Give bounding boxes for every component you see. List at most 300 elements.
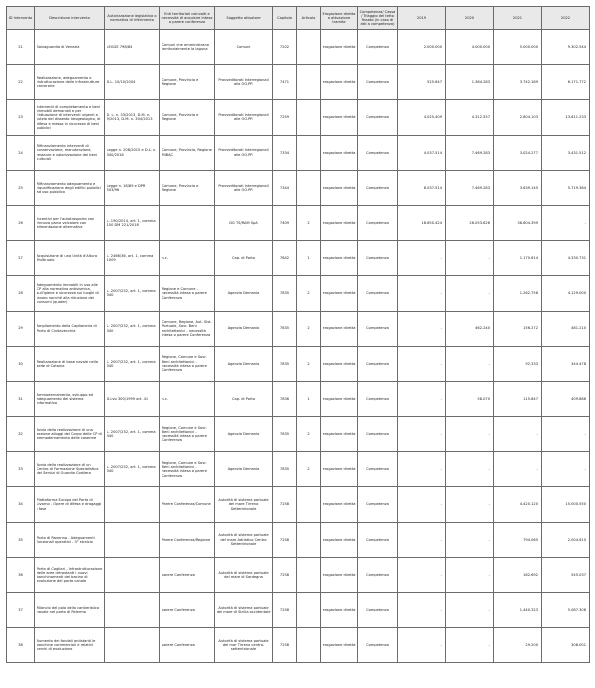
cell-soggetto-text: DG TS/RAM SpA bbox=[229, 220, 258, 225]
cell-articolo bbox=[297, 241, 321, 276]
cell-competenza-text: Competenza bbox=[366, 396, 389, 401]
cell-2021 bbox=[494, 135, 542, 170]
cell-competenza bbox=[358, 346, 398, 381]
cell-id bbox=[7, 593, 35, 628]
cell-enti-text: Comuni che amministrano territorialmente la laguna bbox=[161, 42, 209, 52]
cell-2021 bbox=[494, 628, 542, 663]
cell-competenza-text: Competenza bbox=[366, 537, 389, 542]
cell-competenza bbox=[358, 557, 398, 592]
cell-autorizzazione bbox=[105, 100, 160, 135]
cell-erogazione-text: erogazione diretta bbox=[322, 80, 356, 85]
cell-erogazione-text: erogazione diretta bbox=[322, 44, 356, 49]
cell-erogazione bbox=[321, 628, 358, 663]
cell-competenza-text: Competenza bbox=[366, 361, 389, 366]
cell-id bbox=[7, 452, 35, 487]
cell-2022 bbox=[542, 170, 590, 205]
cell-2019 bbox=[398, 30, 446, 65]
cell-descrizione bbox=[35, 487, 105, 522]
cell-2020-text: 1.364.283 bbox=[471, 80, 490, 85]
cell-capitolo bbox=[273, 65, 297, 100]
cell-capitolo bbox=[273, 452, 297, 487]
cell-descrizione bbox=[35, 417, 105, 452]
cell-erogazione bbox=[321, 593, 358, 628]
cell-2021-text: - bbox=[536, 467, 538, 472]
cell-2020 bbox=[446, 593, 494, 628]
cell-capitolo-text: 7258 bbox=[279, 643, 290, 648]
header-autorizzazione: Autorizzazione legislativa o normativa di riferimento bbox=[105, 7, 160, 30]
cell-competenza-text: Competenza bbox=[366, 185, 389, 190]
cell-competenza-text: Competenza bbox=[366, 432, 389, 437]
cell-id bbox=[7, 170, 35, 205]
cell-2020-text: - bbox=[488, 537, 490, 542]
cell-2021-text: - bbox=[536, 432, 538, 437]
cell-id-text: 31 bbox=[18, 396, 23, 401]
cell-id-text: 34 bbox=[18, 502, 23, 507]
cell-2019-text: 4.025.409 bbox=[423, 115, 442, 120]
cell-capitolo bbox=[273, 170, 297, 205]
cell-2020-text: - bbox=[488, 502, 490, 507]
cell-descrizione-text: Interventi di completamento e beni immobili demaniali e per l'attuazione di interventi urgenti a tutela del dissesto idrogeologico, di difesa e messa in sicurezza di beni pubblici bbox=[36, 104, 101, 130]
cell-descrizione bbox=[35, 205, 105, 240]
cell-capitolo bbox=[273, 628, 297, 663]
cell-erogazione-text: erogazione diretta bbox=[322, 185, 356, 190]
cell-autorizzazione bbox=[105, 135, 160, 170]
cell-2019 bbox=[398, 276, 446, 311]
cell-articolo bbox=[297, 381, 321, 416]
cell-capitolo-text: 7344 bbox=[279, 185, 290, 190]
cell-2020 bbox=[446, 241, 494, 276]
cell-2021 bbox=[494, 452, 542, 487]
cell-2020-text: 7.469.283 bbox=[471, 150, 490, 155]
header-2019: 2019 bbox=[398, 7, 446, 30]
cell-capitolo-text: 7835 bbox=[279, 432, 290, 437]
cell-2020 bbox=[446, 452, 494, 487]
cell-autorizzazione bbox=[105, 628, 160, 663]
cell-2021 bbox=[494, 522, 542, 557]
cell-articolo bbox=[297, 100, 321, 135]
table-row bbox=[7, 593, 590, 628]
cell-2022 bbox=[542, 135, 590, 170]
cell-2021-text: 156.272 bbox=[523, 326, 538, 331]
header-erogazione: Erogazione diretta o attuazione tramite bbox=[321, 7, 358, 30]
cell-articolo bbox=[297, 452, 321, 487]
cell-2019 bbox=[398, 205, 446, 240]
cell-2020-text: - bbox=[488, 572, 490, 577]
cell-2019-text: 525.647 bbox=[427, 80, 442, 85]
cell-descrizione bbox=[35, 593, 105, 628]
cell-2020 bbox=[446, 65, 494, 100]
table-header-row bbox=[7, 7, 590, 30]
cell-articolo bbox=[297, 311, 321, 346]
cell-descrizione-text: Ampliamento della Capitaneria di Porto di Civitavecchia bbox=[36, 324, 97, 333]
cell-descrizione-text: Porto di Ravenna - Adeguamenti funzionali operativi - 3° stralcio bbox=[36, 535, 95, 544]
cell-articolo bbox=[297, 557, 321, 592]
cell-2022 bbox=[542, 100, 590, 135]
cell-2022 bbox=[542, 311, 590, 346]
cell-2022 bbox=[542, 241, 590, 276]
cell-2020 bbox=[446, 135, 494, 170]
cell-descrizione-text: Avvio della realizzazione di un Centro di Formazione Specialistica dei Servizi di Guardia Costiera bbox=[36, 463, 99, 476]
table-row bbox=[7, 30, 590, 65]
cell-soggetto-text: Autorità di sistema portuale del mare di Sardegna bbox=[218, 570, 269, 579]
cell-descrizione bbox=[35, 100, 105, 135]
cell-2019 bbox=[398, 557, 446, 592]
cell-soggetto bbox=[215, 522, 273, 557]
cell-competenza-text: Competenza bbox=[366, 502, 389, 507]
cell-erogazione-text: erogazione diretta bbox=[322, 467, 356, 472]
cell-erogazione bbox=[321, 417, 358, 452]
cell-2022 bbox=[542, 205, 590, 240]
cell-articolo-text: 1 bbox=[307, 256, 310, 261]
document-page bbox=[6, 6, 589, 684]
cell-2019 bbox=[398, 593, 446, 628]
cell-enti-text: Comune, Provincia e Regione bbox=[161, 183, 199, 192]
cell-descrizione-text: Rilancio del polo della cantieristica navale nel porto di Palermo bbox=[36, 605, 100, 615]
cell-competenza bbox=[358, 30, 398, 65]
cell-id bbox=[7, 65, 35, 100]
cell-enti bbox=[160, 452, 215, 487]
cell-2022-text: 409.886 bbox=[571, 396, 586, 401]
cell-competenza-text: Competenza bbox=[366, 607, 389, 612]
cell-enti-text: Regione, Comune e Sovr. Beni architettonici - necessità intesa o parere Conferenza bbox=[161, 425, 207, 443]
cell-2019 bbox=[398, 628, 446, 663]
cell-soggetto-text: Autorità di sistema portuale del mare Adriatico Centro Settentrionale bbox=[218, 533, 269, 546]
table-row bbox=[7, 135, 590, 170]
cell-2020 bbox=[446, 628, 494, 663]
cell-enti-text: Comune, Provincia e Regione bbox=[161, 78, 199, 87]
cell-2020 bbox=[446, 417, 494, 452]
cell-soggetto-text: Autorità di sistema portuale del mar Tirreno centro-settentrionale bbox=[218, 638, 269, 652]
cell-articolo bbox=[297, 522, 321, 557]
cell-soggetto bbox=[215, 557, 273, 592]
cell-descrizione-text: Acquisizione di una Unità d'Altura Multiruolo bbox=[36, 254, 98, 263]
cell-2019 bbox=[398, 417, 446, 452]
cell-competenza bbox=[358, 205, 398, 240]
cell-id bbox=[7, 628, 35, 663]
cell-2021-text: 38.604.399 bbox=[517, 220, 538, 225]
cell-competenza bbox=[358, 381, 398, 416]
cell-2021-text: 3.024.277 bbox=[519, 150, 538, 155]
cell-articolo-text: 2 bbox=[307, 432, 310, 437]
cell-competenza bbox=[358, 311, 398, 346]
cell-capitolo bbox=[273, 30, 297, 65]
cell-2020 bbox=[446, 100, 494, 135]
cell-descrizione bbox=[35, 557, 105, 592]
cell-id-text: 21 bbox=[18, 44, 23, 49]
cell-capitolo bbox=[273, 205, 297, 240]
cell-enti bbox=[160, 205, 215, 240]
cell-competenza bbox=[358, 522, 398, 557]
cell-enti bbox=[160, 593, 215, 628]
cell-capitolo-text: 7258 bbox=[279, 537, 290, 542]
cell-id-text: 33 bbox=[18, 467, 23, 472]
cell-autorizzazione-text: L. 2007/232, art. 1, comma 340 bbox=[106, 429, 156, 439]
cell-competenza bbox=[358, 276, 398, 311]
interventions-table bbox=[6, 6, 590, 663]
cell-capitolo-text: 7835 bbox=[279, 467, 290, 472]
cell-2022 bbox=[542, 381, 590, 416]
table-row bbox=[7, 311, 590, 346]
cell-2020 bbox=[446, 205, 494, 240]
cell-erogazione bbox=[321, 487, 358, 522]
cell-erogazione-text: erogazione diretta bbox=[322, 396, 356, 401]
cell-competenza-text: Competenza bbox=[366, 291, 389, 296]
cell-2021 bbox=[494, 241, 542, 276]
cell-2019 bbox=[398, 241, 446, 276]
cell-capitolo bbox=[273, 522, 297, 557]
cell-competenza bbox=[358, 593, 398, 628]
cell-articolo bbox=[297, 30, 321, 65]
cell-id bbox=[7, 276, 35, 311]
cell-soggetto bbox=[215, 487, 273, 522]
table-row bbox=[7, 346, 590, 381]
table-row bbox=[7, 100, 590, 135]
cell-autorizzazione-text: D.L. 10/10/2004 bbox=[106, 80, 136, 85]
cell-id bbox=[7, 346, 35, 381]
header-articolo: Articolo bbox=[297, 7, 321, 30]
cell-autorizzazione bbox=[105, 205, 160, 240]
cell-soggetto bbox=[215, 628, 273, 663]
cell-2021-text: 29.200 bbox=[525, 643, 538, 648]
cell-soggetto bbox=[215, 311, 273, 346]
cell-2019-text: - bbox=[440, 537, 442, 542]
cell-autorizzazione-text: L. 2007/232, art. 1, comma 340 bbox=[106, 324, 156, 333]
cell-descrizione-text: Aumento dei fondali antistanti le banchine commerciali e relativi cerchi di evoluzione bbox=[36, 638, 96, 652]
cell-erogazione-text: erogazione diretta bbox=[322, 643, 356, 648]
cell-soggetto bbox=[215, 241, 273, 276]
cell-erogazione-text: erogazione diretta bbox=[322, 220, 356, 225]
cell-erogazione bbox=[321, 276, 358, 311]
cell-erogazione-text: erogazione diretta bbox=[322, 256, 356, 261]
cell-enti-text: Regione e Comune - necessità intesa o parere Conferenza bbox=[161, 287, 207, 300]
cell-2022 bbox=[542, 30, 590, 65]
cell-soggetto-text: Cap. di Porto bbox=[231, 396, 256, 401]
cell-autorizzazione-text: L. 190/2014, art. 1, comma 150 DM 221/2018 bbox=[106, 218, 156, 228]
cell-articolo bbox=[297, 135, 321, 170]
cell-erogazione bbox=[321, 135, 358, 170]
cell-enti bbox=[160, 487, 215, 522]
cell-enti-text: Parere Conferenza/Regione bbox=[161, 537, 211, 542]
cell-2021 bbox=[494, 346, 542, 381]
cell-descrizione-text: Realizzazione di base navale nella sede di Catania bbox=[36, 359, 98, 368]
cell-autorizzazione-text: L. 2007/232, art. 1, comma 340 bbox=[106, 465, 156, 474]
cell-autorizzazione bbox=[105, 241, 160, 276]
cell-erogazione bbox=[321, 311, 358, 346]
cell-descrizione-text: Salvaguardia di Venezia bbox=[36, 44, 80, 49]
table-row bbox=[7, 487, 590, 522]
cell-2022 bbox=[542, 593, 590, 628]
cell-descrizione bbox=[35, 170, 105, 205]
cell-autorizzazione-text: L. 2007/232, art. 1, comma 340 bbox=[106, 359, 156, 368]
cell-competenza bbox=[358, 417, 398, 452]
cell-2021-text: 4.420.120 bbox=[519, 502, 538, 507]
cell-2022-text: 344.478 bbox=[571, 361, 586, 366]
cell-2021 bbox=[494, 65, 542, 100]
cell-erogazione bbox=[321, 241, 358, 276]
cell-2019-text: - bbox=[440, 502, 442, 507]
cell-capitolo bbox=[273, 381, 297, 416]
cell-descrizione-text: Rifinanziamento adeguamento e riqualificazione degli edifici pubblici ad uso pubblico bbox=[36, 181, 101, 194]
cell-2020-text: - bbox=[488, 643, 490, 648]
table-row bbox=[7, 65, 590, 100]
cell-autorizzazione bbox=[105, 346, 160, 381]
cell-2019 bbox=[398, 100, 446, 135]
cell-capitolo-text: 7835 bbox=[279, 361, 290, 366]
cell-capitolo-text: 7202 bbox=[279, 44, 290, 49]
cell-erogazione bbox=[321, 381, 358, 416]
header-id: ID Intervento bbox=[7, 7, 35, 30]
cell-descrizione bbox=[35, 381, 105, 416]
cell-autorizzazione bbox=[105, 276, 160, 311]
cell-capitolo bbox=[273, 276, 297, 311]
cell-2020-text: - bbox=[488, 432, 490, 437]
cell-id bbox=[7, 100, 35, 135]
cell-2021-text: 92.333 bbox=[525, 361, 538, 366]
cell-capitolo-text: 7836 bbox=[279, 396, 290, 401]
table-row bbox=[7, 557, 590, 592]
cell-2019 bbox=[398, 65, 446, 100]
cell-2021-text: 3.639.145 bbox=[519, 185, 538, 190]
cell-2021-text: 794.065 bbox=[523, 537, 538, 542]
cell-erogazione-text: erogazione diretta bbox=[322, 291, 356, 296]
cell-autorizzazione bbox=[105, 65, 160, 100]
cell-descrizione-text: Porto di Cagliari - Infrastrutturazione delle aree retrostanti i nuovi banchinamenti del bacino di evoluzione del porto canale bbox=[36, 566, 103, 584]
cell-enti bbox=[160, 100, 215, 135]
cell-soggetto-text: Provveditorati interregionali alle OO.PP. bbox=[218, 78, 269, 87]
cell-capitolo bbox=[273, 241, 297, 276]
cell-2019-text: - bbox=[440, 396, 442, 401]
cell-erogazione bbox=[321, 522, 358, 557]
cell-capitolo bbox=[273, 417, 297, 452]
cell-capitolo-text: 7334 bbox=[279, 150, 290, 155]
cell-id bbox=[7, 487, 35, 522]
cell-id bbox=[7, 311, 35, 346]
cell-2020-text: 26.053.626 bbox=[469, 220, 490, 225]
cell-descrizione bbox=[35, 452, 105, 487]
cell-2020 bbox=[446, 346, 494, 381]
cell-soggetto-text: Agenzia Demanio bbox=[227, 291, 260, 296]
cell-2019-text: - bbox=[440, 326, 442, 331]
cell-2019 bbox=[398, 487, 446, 522]
cell-2022-text: 6.171.772 bbox=[567, 80, 586, 85]
cell-id bbox=[7, 381, 35, 416]
table-row bbox=[7, 276, 590, 311]
cell-competenza-text: Competenza bbox=[366, 150, 389, 155]
cell-2022-text: 2.004.610 bbox=[567, 537, 586, 542]
cell-descrizione-text: Avvio della realizzazione di una sezione alloggi del Corpo delle CP di ammodernamento delle caserme bbox=[36, 427, 102, 441]
cell-competenza-text: Competenza bbox=[366, 256, 389, 261]
cell-2021-text: 182.692 bbox=[523, 572, 538, 577]
cell-descrizione bbox=[35, 135, 105, 170]
cell-2021 bbox=[494, 557, 542, 592]
cell-capitolo bbox=[273, 487, 297, 522]
cell-articolo-text: 1 bbox=[307, 396, 310, 401]
cell-autorizzazione bbox=[105, 30, 160, 65]
cell-enti bbox=[160, 628, 215, 663]
cell-2019 bbox=[398, 381, 446, 416]
cell-soggetto bbox=[215, 276, 273, 311]
header-2020: 2020 bbox=[446, 7, 494, 30]
cell-erogazione bbox=[321, 346, 358, 381]
cell-competenza-text: Competenza bbox=[366, 44, 389, 49]
cell-capitolo bbox=[273, 346, 297, 381]
cell-id bbox=[7, 557, 35, 592]
cell-articolo bbox=[297, 593, 321, 628]
cell-2021 bbox=[494, 593, 542, 628]
cell-2019 bbox=[398, 135, 446, 170]
cell-id-text: 38 bbox=[18, 643, 23, 648]
cell-descrizione bbox=[35, 241, 105, 276]
cell-soggetto-text: Agenzia Demanio bbox=[227, 361, 260, 366]
cell-competenza-text: Competenza bbox=[366, 326, 389, 331]
cell-competenza-text: Competenza bbox=[366, 572, 389, 577]
header-enti: Enti territoriali coinvolti e necessità di acquisire intesa o parere conferenza bbox=[160, 7, 215, 30]
cell-2021 bbox=[494, 100, 542, 135]
cell-enti bbox=[160, 135, 215, 170]
cell-id-text: 24 bbox=[18, 150, 23, 155]
cell-capitolo-text: 7835 bbox=[279, 291, 290, 296]
cell-enti bbox=[160, 65, 215, 100]
cell-2022-text: 545.037 bbox=[571, 572, 586, 577]
cell-competenza bbox=[358, 628, 398, 663]
cell-2022-text: - bbox=[584, 432, 586, 437]
cell-autorizzazione bbox=[105, 452, 160, 487]
cell-id bbox=[7, 205, 35, 240]
cell-enti bbox=[160, 311, 215, 346]
cell-soggetto bbox=[215, 30, 273, 65]
cell-2020-text: - bbox=[488, 291, 490, 296]
cell-descrizione bbox=[35, 276, 105, 311]
cell-2020-text: - bbox=[488, 256, 490, 261]
cell-autorizzazione-text: D. L. n. 33/2013, D.M. n. 9/2013, D.M. n. 304/2013 bbox=[106, 113, 153, 122]
cell-autorizzazione bbox=[105, 311, 160, 346]
cell-autorizzazione bbox=[105, 170, 160, 205]
cell-soggetto bbox=[215, 65, 273, 100]
cell-2019 bbox=[398, 170, 446, 205]
cell-2019-text: - bbox=[440, 572, 442, 577]
cell-2022-text: - bbox=[584, 467, 586, 472]
cell-2021-text: 5.000.000 bbox=[519, 44, 538, 49]
cell-2021 bbox=[494, 30, 542, 65]
cell-soggetto-text: Agenzia Demanio bbox=[227, 326, 260, 331]
cell-capitolo-text: 7258 bbox=[279, 607, 290, 612]
cell-id bbox=[7, 135, 35, 170]
cell-2021 bbox=[494, 276, 542, 311]
cell-soggetto-text: Comuni bbox=[236, 44, 251, 49]
cell-2019-text: 18.650.424 bbox=[421, 220, 442, 225]
cell-articolo bbox=[297, 276, 321, 311]
cell-autorizzazione bbox=[105, 557, 160, 592]
cell-id-text: 28 bbox=[18, 291, 23, 296]
cell-2020-text: - bbox=[488, 467, 490, 472]
cell-competenza bbox=[358, 65, 398, 100]
cell-capitolo-text: 7842 bbox=[279, 256, 290, 261]
cell-articolo bbox=[297, 417, 321, 452]
cell-2022-text: 308.001 bbox=[571, 643, 586, 648]
cell-2021 bbox=[494, 311, 542, 346]
cell-erogazione bbox=[321, 205, 358, 240]
cell-competenza bbox=[358, 135, 398, 170]
cell-2019-text: 4.037.514 bbox=[423, 150, 442, 155]
cell-2020-text: 4.312.557 bbox=[471, 115, 490, 120]
cell-autorizzazione bbox=[105, 487, 160, 522]
cell-2021-text: 2.804.103 bbox=[519, 115, 538, 120]
cell-autorizzazione bbox=[105, 593, 160, 628]
cell-competenza-text: Competenza bbox=[366, 467, 389, 472]
cell-2020-text: 7.469.283 bbox=[471, 185, 490, 190]
cell-enti-text: Regione, Comune e Sovr. Beni architettonici - necessità intesa o parere Conferenza bbox=[161, 460, 207, 478]
cell-enti bbox=[160, 346, 215, 381]
